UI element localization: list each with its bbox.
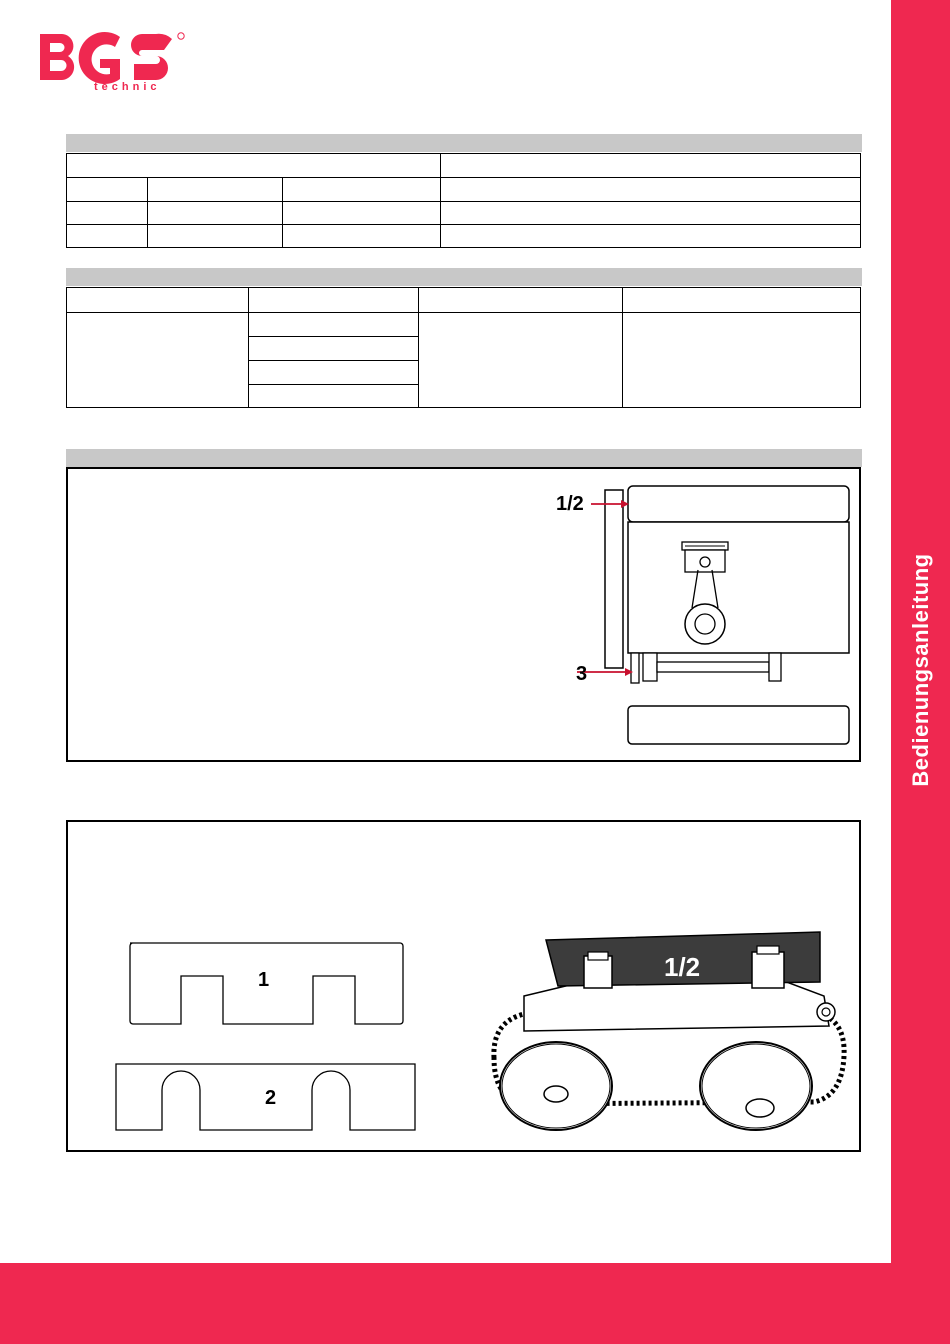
engine-diagram: [545, 478, 855, 750]
side-tab-label: Bedienungsanleitung: [908, 553, 933, 787]
table-2-header-bar: [66, 268, 862, 286]
footer-band: [0, 1263, 950, 1344]
table-2-cell: [249, 288, 419, 313]
table-1-cell: [441, 225, 861, 248]
table-2-cell: [249, 337, 419, 361]
table-1-cell: [67, 178, 148, 202]
table-2-cell: [67, 288, 249, 313]
table-2-cell: [249, 313, 419, 337]
table-2-cell: [249, 361, 419, 385]
logo-subtext: technic: [94, 81, 161, 93]
table-1-cell: [67, 154, 441, 178]
table-1-cell: [283, 202, 441, 225]
label-3: 3: [576, 663, 588, 685]
table-1-cell: [148, 178, 283, 202]
table-2-cell: [67, 313, 249, 408]
table-1-cell: [441, 178, 861, 202]
table-2-cell: [249, 385, 419, 408]
table-2-cell: [623, 313, 861, 408]
table-2-cell: [623, 288, 861, 313]
bgs-logo: [36, 28, 186, 98]
table-1-cell: [441, 154, 861, 178]
table-1-cell: [67, 202, 148, 225]
table-2-cell: [419, 288, 623, 313]
table-1-cell: [148, 202, 283, 225]
locking-plates-diagram: [110, 938, 420, 1138]
table-1-cell: [441, 202, 861, 225]
table-1: [66, 153, 861, 248]
camshaft-tool-diagram: [484, 926, 850, 1144]
table-1-cell: [283, 225, 441, 248]
table-2-cell: [419, 313, 623, 408]
tool-bar-label: 1/2: [664, 952, 701, 982]
label-1-2: 1/2: [556, 493, 584, 515]
table-1-cell: [67, 225, 148, 248]
table-1-cell: [283, 178, 441, 202]
plate-label-1: 1: [258, 969, 270, 991]
table-1-cell: [148, 225, 283, 248]
panel-1-header-bar: [66, 449, 862, 467]
table-2: [66, 287, 861, 408]
table-1-header-bar: [66, 134, 862, 152]
plate-label-2: 2: [265, 1087, 277, 1109]
